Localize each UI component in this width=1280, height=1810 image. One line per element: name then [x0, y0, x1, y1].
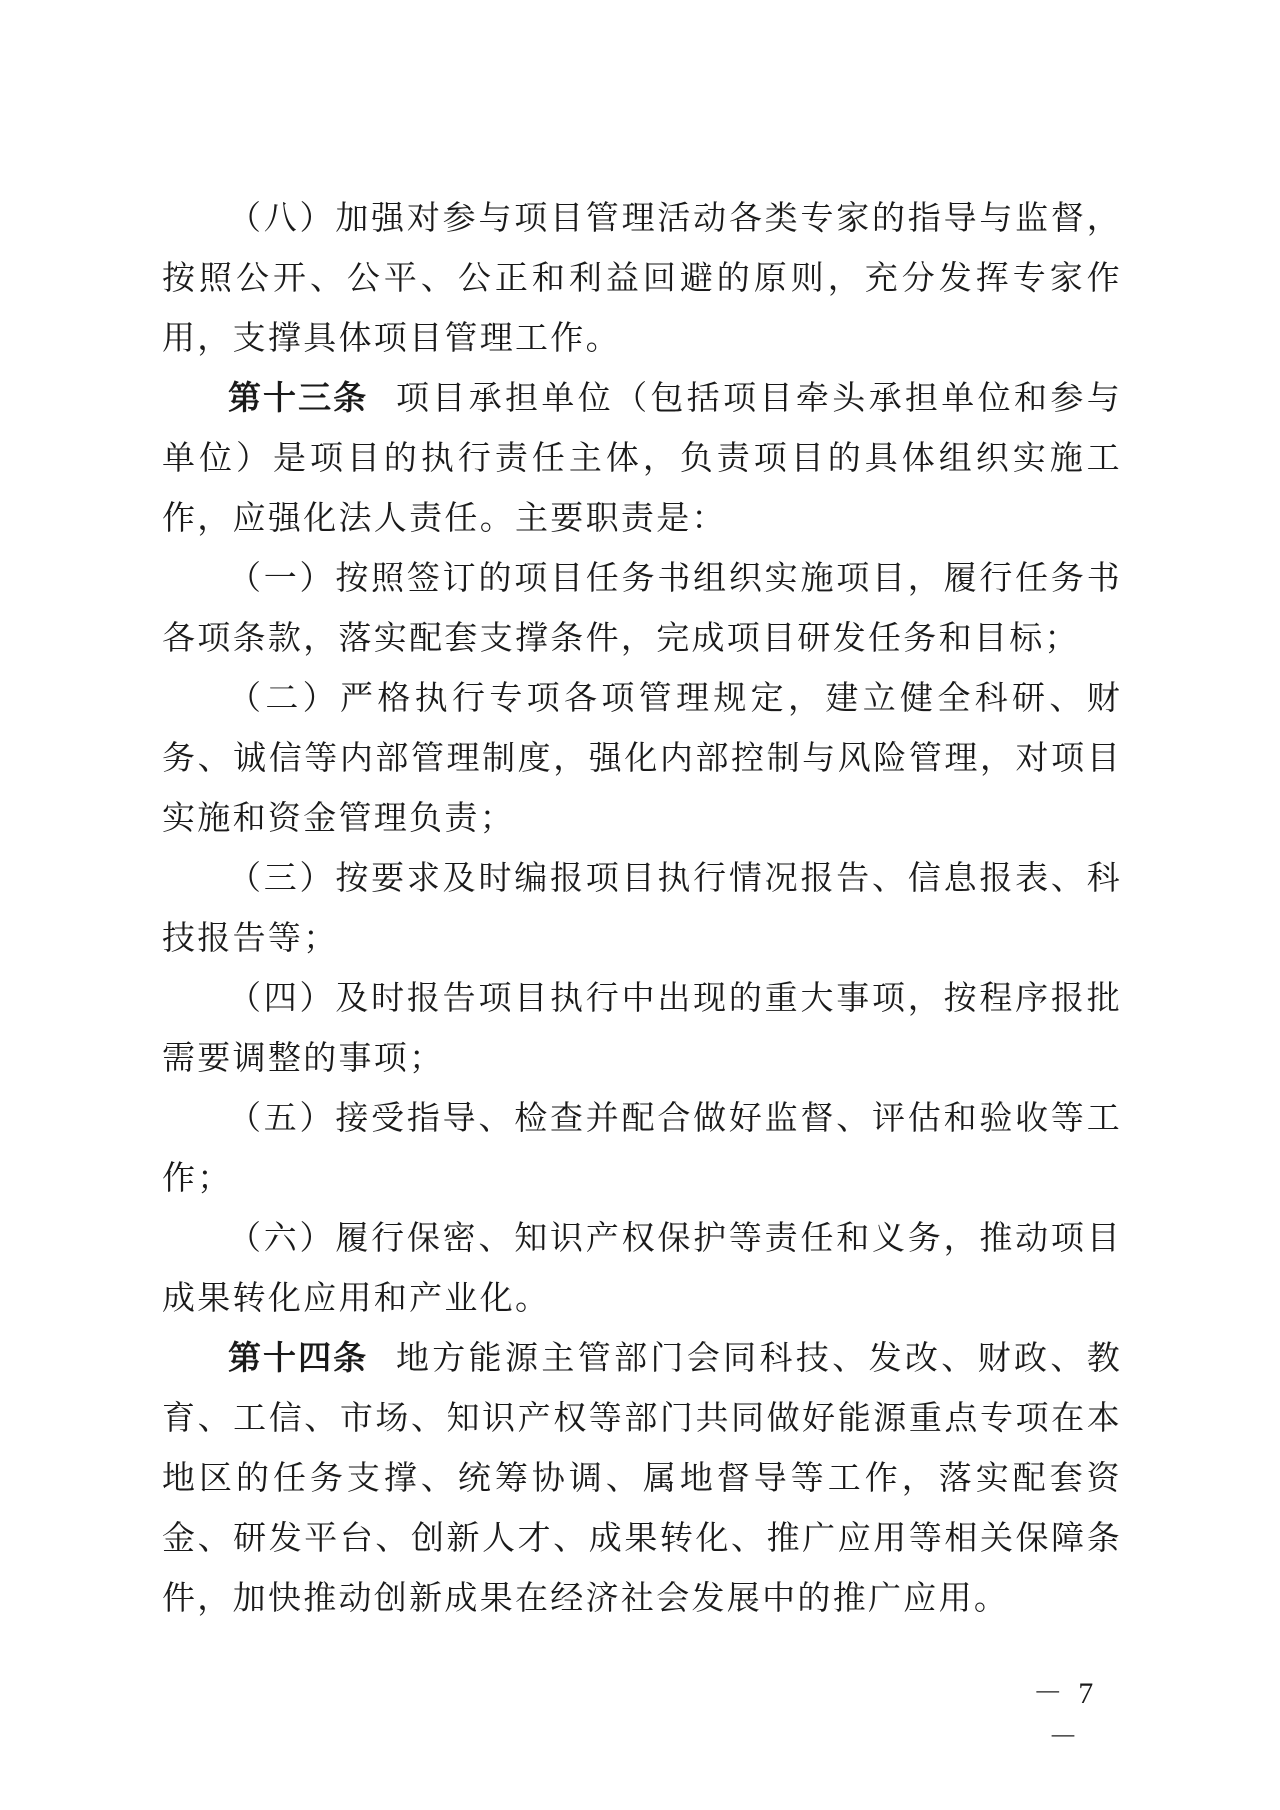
- paragraph-text: （四）及时报告项目执行中出现的重大事项，按程序报批需要调整的事项；: [162, 978, 1122, 1077]
- paragraph-text: （八）加强对参与项目管理活动各类专家的指导与监督，按照公开、公平、公正和利益回避的原则，充分发挥专家作用，支撑具体项目管理工作。: [162, 198, 1122, 357]
- article-title: 第十三条: [228, 378, 369, 417]
- paragraph-text: （二）严格执行专项各项管理规定，建立健全科研、财务、诚信等内部管理制度，强化内部控制与风险管理，对项目实施和资金管理负责；: [162, 678, 1122, 837]
- paragraph-text: 地方能源主管部门会同科技、发改、财政、教育、工信、市场、知识产权等部门共同做好能源重点专项在本地区的任务支撑、统筹协调、属地督导等工作，落实配套资金、研发平台、创新人才、成果转化、推广应用等相关保障条件，加快推动创新成果在经济社会发展中的推广应用。: [162, 1338, 1123, 1617]
- article-title: 第十四条: [228, 1338, 369, 1377]
- page-number: － 7 －: [1032, 1677, 1098, 1754]
- article-paragraph: [162, 368, 1122, 548]
- article-paragraph: [162, 1328, 1122, 1628]
- paragraph: [162, 668, 1122, 848]
- document-body: [162, 188, 1122, 1628]
- paragraph-text: （六）履行保密、知识产权保护等责任和义务，推动项目成果转化应用和产业化。: [162, 1218, 1122, 1317]
- paragraph: [162, 188, 1122, 368]
- paragraph-text: （一）按照签订的项目任务书组织实施项目，履行任务书各项条款，落实配套支撑条件，完成项目研发任务和目标；: [162, 558, 1122, 657]
- paragraph-text: 项目承担单位（包括项目牵头承担单位和参与单位）是项目的执行责任主体，负责项目的具体组织实施工作，应强化法人责任。主要职责是：: [162, 378, 1123, 537]
- paragraph: [162, 968, 1122, 1088]
- paragraph: [162, 1208, 1122, 1328]
- paragraph: [162, 1088, 1122, 1208]
- paragraph: [162, 548, 1122, 668]
- paragraph-text: （五）接受指导、检查并配合做好监督、评估和验收等工作；: [162, 1098, 1122, 1197]
- paragraph-text: （三）按要求及时编报项目执行情况报告、信息报表、科技报告等；: [162, 858, 1122, 957]
- paragraph: [162, 848, 1122, 968]
